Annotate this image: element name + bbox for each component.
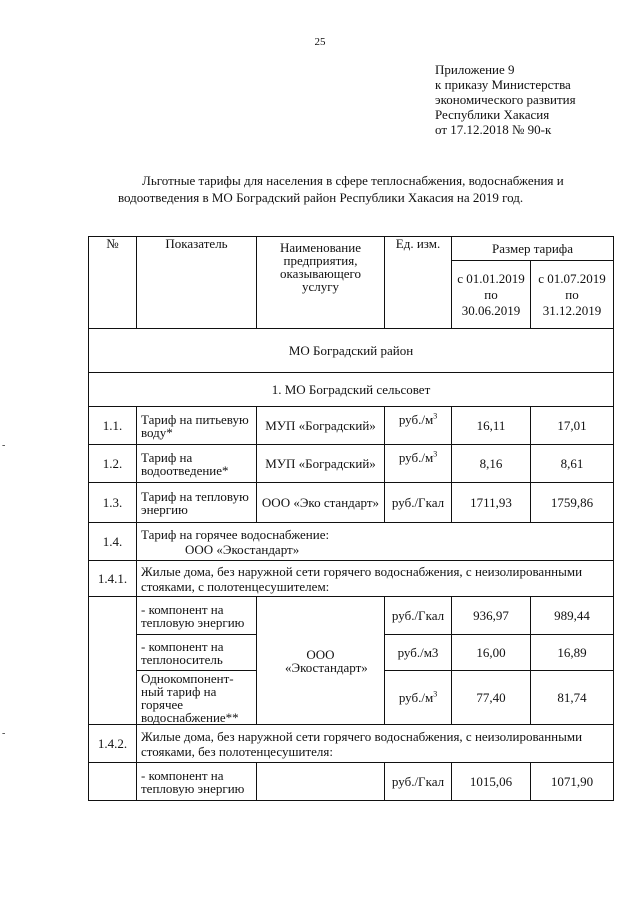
hot-water-heading [137, 523, 614, 561]
tariff-table [88, 236, 614, 801]
row-unit: руб./Гкал [385, 597, 452, 635]
row-value-1: 8,16 [452, 445, 531, 483]
hot-water-title: Тариф на горячее водоснабжение: [141, 526, 330, 542]
row-value-2: 81,74 [531, 671, 614, 725]
row-indicator: Однокомпонент-ный тариф на горячее водоснабжение** [137, 671, 257, 725]
scan-mark: - [2, 440, 6, 451]
row-value-1: 16,11 [452, 407, 531, 445]
appendix-line: экономического развития [435, 92, 576, 107]
row-indicator: Тариф на тепловую энергию [137, 483, 257, 523]
table-row [89, 597, 614, 635]
section-row [89, 373, 614, 407]
row-indicator: - компонент на тепловую энергию [137, 597, 257, 635]
row-indicator: Тариф на водоотведение* [137, 445, 257, 483]
table-row [89, 725, 614, 763]
row-enterprise: ООО «Экостандарт» [257, 597, 385, 725]
table-row [89, 407, 614, 445]
row-unit: руб./Гкал [385, 483, 452, 523]
appendix-line: Республики Хакасия [435, 107, 550, 122]
row-value-1: 77,40 [452, 671, 531, 725]
row-indicator: - компонент на тепловую энергию [137, 763, 257, 801]
row-enterprise: ООО «Эко стандарт» [257, 483, 385, 523]
row-value-1: 1015,06 [452, 763, 531, 801]
table-row [89, 763, 614, 801]
row-value-1: 1711,93 [452, 483, 531, 523]
hot-water-provider: ООО «Экостандарт» [185, 541, 300, 557]
row-enterprise-empty [257, 763, 385, 801]
row-value-2: 1759,86 [531, 483, 614, 523]
row-no-empty [89, 597, 137, 725]
row-no: 1.4.2. [89, 725, 137, 763]
row-indicator: Тариф на питьевую воду* [137, 407, 257, 445]
row-unit: $руб./м^3$ [385, 407, 452, 445]
row-value-1: 936,97 [452, 597, 531, 635]
subsection-text: Жилые дома, без наружной сети горячего водоснабжения, с неизолированными стояками, без полотенцесушителя: [137, 725, 614, 763]
row-no-empty [89, 763, 137, 801]
row-unit: руб./м3 [385, 635, 452, 671]
appendix-line: к приказу Министерства [435, 77, 571, 92]
row-unit: руб./Гкал [385, 763, 452, 801]
row-no: 1.2. [89, 445, 137, 483]
table-row [89, 483, 614, 523]
table-header-row [89, 237, 614, 261]
row-enterprise: МУП «Боградский» [257, 407, 385, 445]
appendix-line: от 17.12.2018 № 90-к [435, 122, 552, 137]
row-value-2: 989,44 [531, 597, 614, 635]
row-unit: $руб./м^3$ [385, 671, 452, 725]
header-enterprise: Наименование предприятия, оказывающего услугу [257, 237, 385, 329]
row-no: 1.3. [89, 483, 137, 523]
row-enterprise: МУП «Боградский» [257, 445, 385, 483]
header-period-1: с 01.01.2019 по 30.06.2019 [452, 261, 531, 329]
row-no: 1.4. [89, 523, 137, 561]
subsection-text: Жилые дома, без наружной сети горячего водоснабжения, с неизолированными стояками, с полотенцесушителем: [137, 561, 614, 597]
table-row [89, 445, 614, 483]
district-name: МО Боградский район [89, 329, 614, 373]
header-unit: Ед. изм. [385, 237, 452, 329]
row-no: 1.4.1. [89, 561, 137, 597]
header-period-2: с 01.07.2019 по 31.12.2019 [531, 261, 614, 329]
document-title: Льготные тарифы для населения в сфере теплоснабжения, водоснабжения и водоотведения в МО Боградский район Республики Хакасия на 2019 год. [118, 173, 564, 205]
table-row [89, 523, 614, 561]
row-unit: $руб./м^3$ [385, 445, 452, 483]
appendix-line: Приложение 9 [435, 62, 515, 77]
section-row [89, 329, 614, 373]
table-row [89, 561, 614, 597]
appendix-block [435, 62, 576, 137]
row-no: 1.1. [89, 407, 137, 445]
row-value-2: 16,89 [531, 635, 614, 671]
row-value-2: 8,61 [531, 445, 614, 483]
row-value-1: 16,00 [452, 635, 531, 671]
scan-mark: - [2, 728, 6, 739]
header-no: № [89, 237, 137, 329]
row-indicator: - компонент на теплоноситель [137, 635, 257, 671]
row-value-2: 1071,90 [531, 763, 614, 801]
header-tariff: Размер тарифа [452, 237, 614, 261]
header-indicator: Показатель [137, 237, 257, 329]
row-value-2: 17,01 [531, 407, 614, 445]
page-number: 25 [314, 36, 326, 48]
council-name: 1. МО Боградский сельсовет [89, 373, 614, 407]
